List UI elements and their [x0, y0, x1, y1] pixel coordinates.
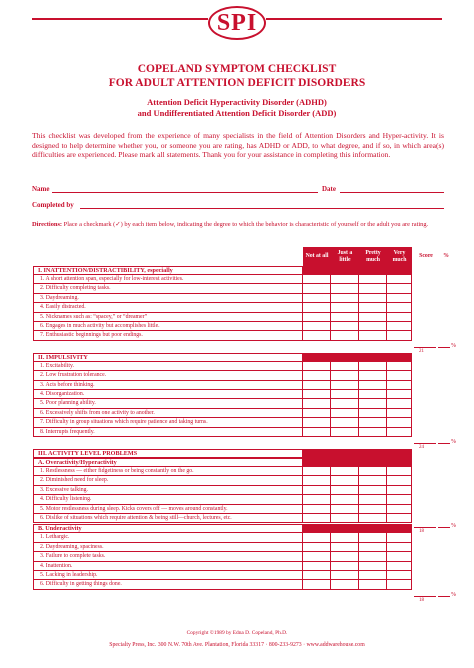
impulsivity-item-2-rating-1[interactable] — [303, 371, 331, 380]
spi-logo: SPI — [208, 6, 266, 40]
inattention-item-3-rating-3[interactable] — [359, 294, 387, 303]
overactivity-heading: A. Overactivity/Hyperactivity — [33, 458, 303, 467]
impulsivity-item-5-rating-4[interactable] — [387, 399, 412, 408]
impulsivity-percent-sign: % — [451, 439, 456, 445]
impulsivity-item-2-rating-2[interactable] — [331, 371, 359, 380]
inattention-item-7-rating-2[interactable] — [331, 331, 359, 340]
underactivity-item-4: 4. Inattention. — [33, 562, 303, 571]
inattention-item-6-rating-2[interactable] — [331, 322, 359, 331]
impulsivity-score-field[interactable] — [414, 443, 436, 444]
date-label: Date — [322, 185, 336, 193]
inattention-heading: I. INATTENTION/DISTRACTIBILITY, especially — [33, 266, 303, 275]
impulsivity-item-4-rating-4[interactable] — [387, 390, 412, 399]
underactivity-heading-bar — [303, 524, 412, 533]
overactivity-item-5-rating-1[interactable] — [303, 505, 331, 514]
impulsivity-item-2: 2. Low frustration tolerance. — [33, 371, 303, 380]
impulsivity-item-3-rating-1[interactable] — [303, 381, 331, 390]
overactivity-item-5-rating-4[interactable] — [387, 505, 412, 514]
impulsivity-percent-field[interactable] — [438, 443, 450, 444]
impulsivity-item-4-rating-2[interactable] — [331, 390, 359, 399]
overactivity-percent-sign: % — [451, 523, 456, 530]
overactivity-percent-field[interactable] — [438, 527, 450, 528]
name-label: Name — [32, 185, 50, 193]
underactivity-item-1-rating-3[interactable] — [359, 533, 387, 542]
inattention-item-5-rating-4[interactable] — [387, 313, 412, 322]
inattention-item-4: 4. Easily distracted. — [33, 303, 303, 312]
underactivity-item-4-rating-2[interactable] — [331, 562, 359, 571]
underactivity-item-2-rating-1[interactable] — [303, 543, 331, 552]
impulsivity-item-7-rating-3[interactable] — [359, 418, 387, 427]
inattention-heading-bar — [303, 266, 412, 275]
inattention-item-1: 1. A short attention span, especially for low-interest activities. — [33, 275, 303, 284]
completed-by-label: Completed by — [32, 201, 74, 209]
impulsivity-item-4-rating-3[interactable] — [359, 390, 387, 399]
overactivity-item-2-rating-3[interactable] — [359, 476, 387, 485]
impulsivity-item-5-rating-2[interactable] — [331, 399, 359, 408]
inattention-item-2: 2. Difficulty completing tasks. — [33, 284, 303, 293]
col-not-at-all: Not at all — [303, 247, 331, 266]
inattention-item-5-rating-2[interactable] — [331, 313, 359, 322]
underactivity-item-5-rating-2[interactable] — [331, 571, 359, 580]
overactivity-max-score: 18 — [419, 529, 424, 535]
intro-paragraph: This checklist was developed from the experience of many specialists in the field of Attention Disorders and Hyper-activity. It is designed to help determine whether you, or someone you are rating, has ADHD or ADD, to what degree, and if so, in which area(s) difficulties are experienced. Please mark all statements. Thank you for your assistance in completing this information. — [32, 131, 444, 160]
inattention-item-4-rating-3[interactable] — [359, 303, 387, 312]
underactivity-item-1-rating-2[interactable] — [331, 533, 359, 542]
subtitle-line-2: and Undifferentiated Attention Deficit Disorder (ADD) — [137, 108, 337, 118]
impulsivity-item-1: 1. Excitability. — [33, 362, 303, 371]
impulsivity-item-6-rating-2[interactable] — [331, 409, 359, 418]
overactivity-item-1: 1. Restlessness — either fidgetiness or being constantly on the go. — [33, 467, 303, 476]
impulsivity-item-6: 6. Excessively shifts from one activity to another. — [33, 409, 303, 418]
underactivity-item-6-rating-4[interactable] — [387, 580, 412, 589]
underactivity-item-2-rating-3[interactable] — [359, 543, 387, 552]
underactivity-item-1: 1. Lethargic. — [33, 533, 303, 542]
col-pretty-much: Pretty much — [359, 247, 387, 266]
top-rule-right — [266, 18, 442, 20]
overactivity-item-6-rating-3[interactable] — [359, 514, 387, 523]
directions-text: Place a checkmark (✓) by each item below, indicating the degree to which the behavior is characteristic of yourself or the adult you are rating. — [63, 221, 429, 228]
overactivity-item-2: 2. Diminished need for sleep. — [33, 476, 303, 485]
inattention-item-6: 6. Engages in much activity but accomplishes little. — [33, 322, 303, 331]
col-very-much: Very much — [387, 247, 412, 266]
inattention-item-3-rating-4[interactable] — [387, 294, 412, 303]
impulsivity-item-1-rating-4[interactable] — [387, 362, 412, 371]
underactivity-item-3-rating-3[interactable] — [359, 552, 387, 561]
completed-by-field[interactable] — [80, 208, 444, 209]
overactivity-item-2-rating-1[interactable] — [303, 476, 331, 485]
underactivity-item-6-rating-1[interactable] — [303, 580, 331, 589]
inattention-percent-sign: % — [451, 342, 456, 349]
impulsivity-item-7-rating-1[interactable] — [303, 418, 331, 427]
impulsivity-item-4: 4. Disorganization. — [33, 390, 303, 399]
inattention-item-7-rating-4[interactable] — [387, 331, 412, 340]
date-field[interactable] — [340, 192, 444, 193]
inattention-item-1-rating-1[interactable] — [303, 275, 331, 284]
top-rule-left — [32, 18, 208, 20]
name-field[interactable] — [52, 192, 318, 193]
overactivity-item-1-rating-4[interactable] — [387, 467, 412, 476]
activity-level-heading: III. ACTIVITY LEVEL PROBLEMS — [33, 449, 303, 458]
col-just-a-little: Just a little — [331, 247, 359, 266]
overactivity-item-3-rating-2[interactable] — [331, 486, 359, 495]
underactivity-item-5-rating-1[interactable] — [303, 571, 331, 580]
impulsivity-item-5-rating-3[interactable] — [359, 399, 387, 408]
inattention-item-6-rating-3[interactable] — [359, 322, 387, 331]
inattention-item-5: 5. Nicknames such as: “spacey,” or “dreamer” — [33, 313, 303, 322]
impulsivity-item-6-rating-1[interactable] — [303, 409, 331, 418]
title-line-2: FOR ADULT ATTENTION DEFICIT DISORDERS — [108, 77, 366, 89]
overactivity-item-5-rating-3[interactable] — [359, 505, 387, 514]
overactivity-item-6-rating-1[interactable] — [303, 514, 331, 523]
title-line-1: COPELAND SYMPTOM CHECKLIST — [137, 63, 337, 75]
inattention-item-7-rating-1[interactable] — [303, 331, 331, 340]
inattention-max-score: 21 — [419, 348, 424, 354]
inattention-item-6-rating-1[interactable] — [303, 322, 331, 331]
underactivity-item-2-rating-4[interactable] — [387, 543, 412, 552]
inattention-item-4-rating-4[interactable] — [387, 303, 412, 312]
overactivity-item-5: 5. Motor restlessness during sleep. Kicks covers off — moves around constantly. — [33, 505, 303, 514]
impulsivity-item-4-rating-1[interactable] — [303, 390, 331, 399]
inattention-item-2-rating-4[interactable] — [387, 284, 412, 293]
inattention-item-4-rating-2[interactable] — [331, 303, 359, 312]
underactivity-max-score: 18 — [419, 597, 424, 603]
inattention-item-7: 7. Enthusiastic beginnings but poor endings. — [33, 331, 303, 340]
subtitle-line-1: Attention Deficit Hyperactivity Disorder (ADHD) — [147, 97, 327, 107]
activity-level-heading-bar — [303, 449, 412, 458]
impulsivity-item-2-rating-3[interactable] — [359, 371, 387, 380]
underactivity-item-5-rating-4[interactable] — [387, 571, 412, 580]
underactivity-heading: B. Underactivity — [33, 524, 303, 533]
underactivity-percent-sign: % — [451, 591, 456, 598]
overactivity-item-4: 4. Difficulty listening. — [33, 495, 303, 504]
impulsivity-item-8: 8. Interrupts frequently. — [33, 428, 303, 437]
impulsivity-item-3-rating-2[interactable] — [331, 381, 359, 390]
inattention-item-1-rating-2[interactable] — [331, 275, 359, 284]
overactivity-item-6-rating-2[interactable] — [331, 514, 359, 523]
underactivity-item-3: 3. Failure to complete tasks. — [33, 552, 303, 561]
overactivity-item-4-rating-1[interactable] — [303, 495, 331, 504]
impulsivity-item-1-rating-2[interactable] — [331, 362, 359, 371]
underactivity-item-4-rating-1[interactable] — [303, 562, 331, 571]
impulsivity-item-6-rating-4[interactable] — [387, 409, 412, 418]
overactivity-item-2-rating-4[interactable] — [387, 476, 412, 485]
impulsivity-item-7-rating-2[interactable] — [331, 418, 359, 427]
inattention-item-2-rating-1[interactable] — [303, 284, 331, 293]
impulsivity-item-3-rating-3[interactable] — [359, 381, 387, 390]
underactivity-item-1-rating-4[interactable] — [387, 533, 412, 542]
col-score: Score — [416, 247, 436, 266]
inattention-item-1-rating-4[interactable] — [387, 275, 412, 284]
underactivity-item-1-rating-1[interactable] — [303, 533, 331, 542]
overactivity-item-6-rating-4[interactable] — [387, 514, 412, 523]
overactivity-item-4-rating-2[interactable] — [331, 495, 359, 504]
impulsivity-item-7-rating-4[interactable] — [387, 418, 412, 427]
inattention-item-7-rating-3[interactable] — [359, 331, 387, 340]
overactivity-score-field[interactable] — [414, 527, 436, 528]
underactivity-item-6-rating-3[interactable] — [359, 580, 387, 589]
inattention-item-2-rating-3[interactable] — [359, 284, 387, 293]
inattention-item-5-rating-1[interactable] — [303, 313, 331, 322]
inattention-item-1-rating-3[interactable] — [359, 275, 387, 284]
inattention-item-6-rating-4[interactable] — [387, 322, 412, 331]
impulsivity-item-8-rating-3[interactable] — [359, 428, 387, 437]
inattention-item-4-rating-1[interactable] — [303, 303, 331, 312]
impulsivity-item-8-rating-1[interactable] — [303, 428, 331, 437]
overactivity-item-3-rating-4[interactable] — [387, 486, 412, 495]
underactivity-score-field[interactable] — [414, 596, 436, 597]
overactivity-item-3-rating-3[interactable] — [359, 486, 387, 495]
publisher-footer: Specialty Press, Inc. 300 N.W. 70th Ave. Plantation, Florida 33317 · 800-233-9273 · www.addwarehouse.com — [109, 642, 365, 648]
overactivity-item-1-rating-2[interactable] — [331, 467, 359, 476]
overactivity-item-6: 6. Dislike of situations which require attention & being still—church, lectures, etc. — [33, 514, 303, 523]
underactivity-item-6-rating-2[interactable] — [331, 580, 359, 589]
overactivity-item-3: 3. Excessive talking. — [33, 486, 303, 495]
underactivity-item-3-rating-2[interactable] — [331, 552, 359, 561]
impulsivity-heading: II. IMPULSIVITY — [33, 353, 303, 362]
overactivity-item-4-rating-3[interactable] — [359, 495, 387, 504]
overactivity-item-1-rating-3[interactable] — [359, 467, 387, 476]
inattention-item-3-rating-2[interactable] — [331, 294, 359, 303]
inattention-percent-field[interactable] — [438, 347, 450, 348]
impulsivity-item-1-rating-1[interactable] — [303, 362, 331, 371]
overactivity-item-5-rating-2[interactable] — [331, 505, 359, 514]
inattention-item-2-rating-2[interactable] — [331, 284, 359, 293]
overactivity-item-2-rating-2[interactable] — [331, 476, 359, 485]
impulsivity-heading-bar — [303, 353, 412, 362]
impulsivity-item-5-rating-1[interactable] — [303, 399, 331, 408]
overactivity-item-3-rating-1[interactable] — [303, 486, 331, 495]
overactivity-heading-bar — [303, 458, 412, 467]
impulsivity-item-8-rating-4[interactable] — [387, 428, 412, 437]
inattention-item-3-rating-1[interactable] — [303, 294, 331, 303]
impulsivity-item-6-rating-3[interactable] — [359, 409, 387, 418]
directions-label: Directions: — [32, 221, 63, 228]
impulsivity-max-score: 24 — [419, 445, 424, 450]
copyright: Copyright ©1989 by Edna D. Copeland, Ph.D. — [186, 630, 288, 636]
impulsivity-item-5: 5. Poor planning ability. — [33, 399, 303, 408]
inattention-item-5-rating-3[interactable] — [359, 313, 387, 322]
directions — [32, 221, 444, 230]
inattention-score-field[interactable] — [414, 347, 436, 348]
overactivity-item-4-rating-4[interactable] — [387, 495, 412, 504]
impulsivity-item-1-rating-3[interactable] — [359, 362, 387, 371]
col-percent: % — [440, 247, 452, 266]
underactivity-item-2-rating-2[interactable] — [331, 543, 359, 552]
impulsivity-item-3-rating-4[interactable] — [387, 381, 412, 390]
inattention-item-3: 3. Daydreaming. — [33, 294, 303, 303]
impulsivity-item-2-rating-4[interactable] — [387, 371, 412, 380]
impulsivity-item-8-rating-2[interactable] — [331, 428, 359, 437]
impulsivity-item-7: 7. Difficulty in group situations which require patience and taking turns. — [33, 418, 303, 427]
underactivity-item-4-rating-3[interactable] — [359, 562, 387, 571]
underactivity-item-5: 5. Lacking in leadership. — [33, 571, 303, 580]
underactivity-item-3-rating-4[interactable] — [387, 552, 412, 561]
impulsivity-item-3: 3. Acts before thinking. — [33, 381, 303, 390]
overactivity-item-1-rating-1[interactable] — [303, 467, 331, 476]
underactivity-item-4-rating-4[interactable] — [387, 562, 412, 571]
underactivity-item-3-rating-1[interactable] — [303, 552, 331, 561]
underactivity-item-6: 6. Difficulty in getting things done. — [33, 580, 303, 589]
underactivity-percent-field[interactable] — [438, 596, 450, 597]
underactivity-item-5-rating-3[interactable] — [359, 571, 387, 580]
underactivity-item-2: 2. Daydreaming, spaciness. — [33, 543, 303, 552]
